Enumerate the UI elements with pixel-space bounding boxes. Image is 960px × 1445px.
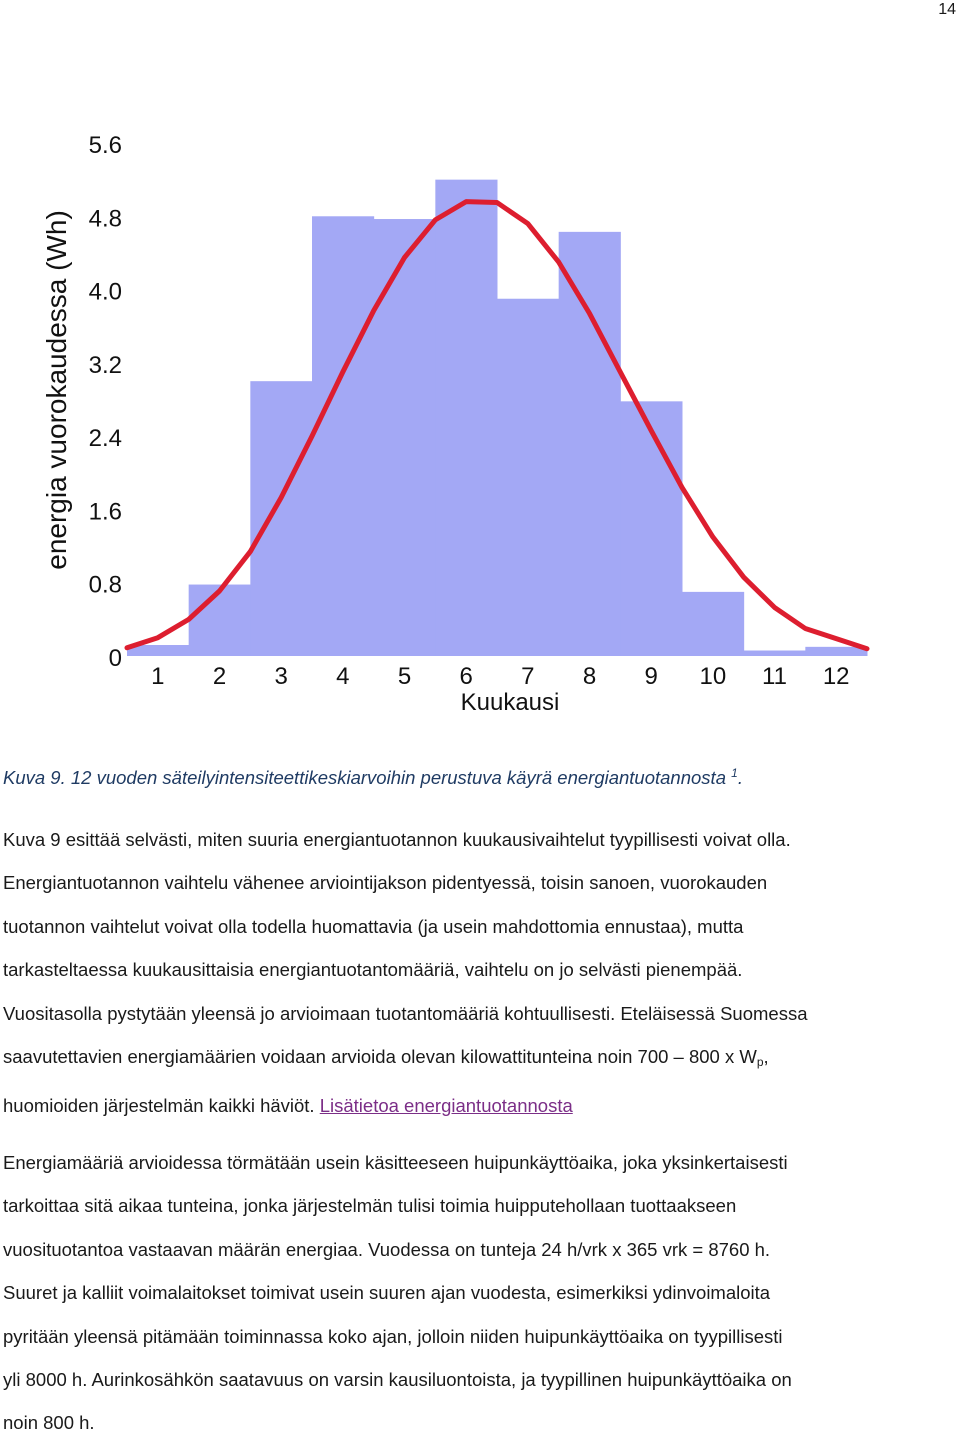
x-tick-label: 8 xyxy=(582,663,597,690)
chart-svg xyxy=(30,110,910,720)
page-number: 14 xyxy=(938,1,956,18)
bar-month-8 xyxy=(559,232,621,656)
paragraph-2 xyxy=(3,1141,953,1445)
y-tick-label: 0.8 xyxy=(88,571,122,599)
y-tick-label: 5.6 xyxy=(88,132,122,159)
y-tick-label: 0 xyxy=(108,645,122,672)
y-axis-label: energia vuorokaudessa (Wh) xyxy=(41,210,72,570)
x-axis-label: Kuukausi xyxy=(460,689,560,716)
caption-text: Kuva 9. 12 vuoden säteilyintensiteettikeskiarvoihin perustuva käyrä energiantuotannosta xyxy=(3,767,726,789)
x-tick-label: 12 xyxy=(822,663,850,690)
x-tick-label: 6 xyxy=(459,663,473,690)
paragraph-line: Energiantuotannon vaihtelu vähenee arviointijakson pidentyessä, toisin sanoen, vuorokauden xyxy=(3,872,768,894)
energy-chart xyxy=(30,110,910,720)
paragraph-line: tarkasteltaessa kuukausittaisia energiantuotantomääriä, vaihtelu on jo selvästi pienempää. xyxy=(3,959,743,981)
bar-month-3 xyxy=(250,381,312,656)
paragraph-line xyxy=(3,1035,953,1084)
paragraph-1 xyxy=(3,818,953,1128)
y-tick-label: 2.4 xyxy=(88,425,122,453)
x-tick-label: 3 xyxy=(274,663,288,690)
paragraph-line-text: huomioiden järjestelmän kaikki häviöt. xyxy=(3,1095,320,1117)
paragraph-line: tarkoittaa sitä aikaa tunteina, jonka järjestelmän tulisi toimia huipputehollaan tuottaakseen xyxy=(3,1195,737,1217)
bar-month-5 xyxy=(374,219,436,656)
figure-caption xyxy=(3,760,953,791)
paragraph-line: Vuositasolla pystytään yleensä jo arvioimaan tuotantomääriä kohtuullisesti. Eteläisessä Suomessa xyxy=(3,1002,808,1024)
bar-month-10 xyxy=(682,592,744,656)
bar-month-9 xyxy=(620,401,682,656)
wp-subscript: p xyxy=(756,1055,764,1070)
x-tick-label: 1 xyxy=(151,663,165,690)
paragraph-line-text: saavutettavien energiamäärien voidaan arvioida olevan kilowattitunteina noin 700 – 800 x W xyxy=(3,1046,757,1068)
paragraph-line: Energiamääriä arvioidessa törmätään usein käsitteeseen huipunkäyttöaika, joka yksinkertaisesti xyxy=(3,1152,788,1173)
y-tick-label: 4.8 xyxy=(88,205,122,233)
paragraph-line: Kuva 9 esittää selvästi, miten suuria energiantuotannon kuukausivaihtelut tyypillisesti voivat olla. xyxy=(3,829,791,850)
x-tick-label: 2 xyxy=(212,663,227,690)
more-info-link[interactable]: Lisätietoa energiantuotannosta xyxy=(319,1095,573,1117)
x-tick-label: 5 xyxy=(397,663,412,690)
y-tick-label: 3.2 xyxy=(88,351,122,379)
y-tick-label: 4.0 xyxy=(88,278,122,306)
x-tick-label: 10 xyxy=(699,663,727,690)
caption-footnote-ref[interactable]: 1 xyxy=(731,766,738,780)
paragraph-line: tuotannon vaihtelut voivat olla todella huomattavia (ja usein mahdottomia ennustaa), mutta xyxy=(3,915,744,937)
x-tick-label: 4 xyxy=(336,663,350,690)
bar-month-11 xyxy=(744,651,806,656)
x-tick-label: 9 xyxy=(644,663,658,690)
paragraph-line: pyritään yleensä pitämään toiminnassa koko ajan, jolloin niiden huipunkäyttöaika on tyypillisesti xyxy=(3,1325,783,1347)
x-tick-label: 11 xyxy=(762,663,787,690)
y-tick-label: 1.6 xyxy=(88,498,122,526)
paragraph-line: vuosituotantoa vastaavan määrän energiaa. Vuodessa on tunteja 24 h/vrk x 365 vrk = 8760 h. xyxy=(3,1238,771,1260)
bar-month-7 xyxy=(497,299,559,656)
line-comma: , xyxy=(763,1046,769,1068)
caption-period: . xyxy=(737,767,743,789)
paragraph-line: yli 8000 h. Aurinkosähkön saatavuus on varsin kausiluontoista, ja tyypillinen huipunkäyttöaika on xyxy=(3,1369,792,1391)
paragraph-line xyxy=(3,1084,953,1127)
bar-month-2 xyxy=(189,585,251,656)
x-tick-label: 7 xyxy=(521,663,535,690)
bar-month-6 xyxy=(435,180,497,656)
paragraph-line: Suuret ja kalliit voimalaitokset toimivat usein suuren ajan vuodesta, esimerkiksi ydinvoimaloita xyxy=(3,1282,771,1304)
bar-month-4 xyxy=(312,216,374,656)
paragraph-line: noin 800 h. xyxy=(3,1412,95,1434)
